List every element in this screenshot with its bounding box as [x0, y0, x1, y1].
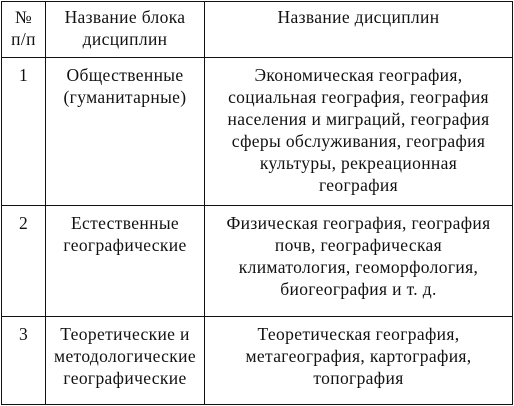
- header-block: [46, 2, 205, 58]
- row-number: 1: [18, 65, 29, 85]
- header-number-label: № п/п: [11, 7, 36, 49]
- row-block-cell: [46, 58, 205, 206]
- row-number: 3: [18, 324, 29, 344]
- header-disciplines-label: Название дисциплин: [277, 7, 440, 27]
- row-block-name: Естественные географические: [63, 213, 187, 255]
- table-row: [2, 58, 513, 206]
- row-number-cell: [2, 58, 46, 206]
- table-row: [2, 317, 513, 405]
- row-disciplines-cell: [205, 58, 513, 206]
- row-disciplines: Теоретическая география, метагеография, картография, топография: [245, 324, 472, 388]
- row-disciplines: Физическая география, география почв, географическая климатология, геоморфология, биогеография и т. д.: [226, 213, 491, 299]
- row-disciplines-cell: [205, 317, 513, 405]
- row-block-name: Общественные (гуманитарные): [63, 65, 187, 107]
- header-disciplines: [205, 2, 513, 58]
- disciplines-table: [1, 1, 513, 405]
- row-block-name: Теоретические и методологические географические: [54, 324, 196, 388]
- header-block-label: Название блока дисциплин: [64, 7, 186, 49]
- table-header-row: [2, 2, 513, 58]
- header-number: [2, 2, 46, 58]
- row-block-cell: [46, 317, 205, 405]
- row-disciplines-cell: [205, 206, 513, 317]
- row-block-cell: [46, 206, 205, 317]
- table-row: [2, 206, 513, 317]
- disciplines-table-container: [1, 1, 512, 404]
- row-disciplines: Экономическая география, социальная география, география населения и миграций, география сферы обслуживания, география культуры, рекреационная география: [227, 65, 490, 195]
- row-number-cell: [2, 317, 46, 405]
- row-number: 2: [18, 213, 29, 233]
- row-number-cell: [2, 206, 46, 317]
